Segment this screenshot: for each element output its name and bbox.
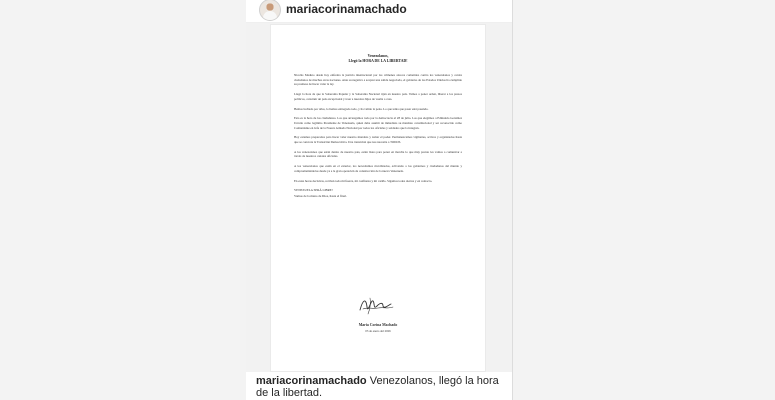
letter-salutation: Venezolanos, xyxy=(367,54,389,58)
post-username[interactable]: mariacorinamachado xyxy=(286,2,407,16)
post-card-border xyxy=(512,0,513,400)
letter-title: Llegó la HORA DE LA LIBERTAD! xyxy=(348,59,408,63)
letter-paragraph: Llegó la hora de que la Soberanía Popular y la Soberanía Nacional rijan en nuestro país. Vamos a poner orden, liberar a los presos políticos, construir un país excepcional y traer a nuestros hijos de vuelta a casa. xyxy=(294,92,462,101)
letter-paragraph: Esta es la hora de los ciudadanos. Los que arriesgamos todo por la democracia el 28 de julio. Los que elegimos a Edmundo González Urrutia como legítimo Presidente de Venezuela, quien debe asumir de inmediato su mandato constitucional y ser reconocido como Comandante en Jefe de la Fuerza Armada Nacional por todos los oficiales y soldados que la integran. xyxy=(294,116,462,130)
letter-closing-line-2: Vamos de la mano de Dios, hasta el final. xyxy=(294,194,347,199)
post-media[interactable] xyxy=(246,22,512,374)
letter-paragraph: En estas horas decisivas, reciban toda mi fuerza, mi confianza y mi cariño. Sigamos todos alertas y en contacto. xyxy=(294,178,433,183)
letter-image xyxy=(271,25,485,371)
post-caption xyxy=(256,375,506,399)
letter-signer-name: María Corina Machado xyxy=(358,323,398,327)
letter-paragraph: Nicolás Maduro desde hoy enfrenta la justicia internacional por los crímenes atroces cometidos contra los venezolanos y contra ciudadanos de muchas otras naciones. Ante su negativa a aceptar una salida negociada, el gobierno de los Estados Unidos ha cumplido su promesa de hacer valer la ley. xyxy=(294,73,462,87)
caption-text: Venezolanos, llegó la hora de la libertad. xyxy=(256,375,499,399)
letter-paragraph: Hemos luchado por años, lo hemos entregado todo, y ha valido la pena. Lo que tenía que pasar está pasando. xyxy=(294,106,429,111)
letter-text xyxy=(294,54,462,199)
letter-date: 03 de enero del 2026 xyxy=(365,329,391,333)
caption-area xyxy=(246,372,512,400)
instagram-post-card xyxy=(246,0,512,400)
letter-paragraph: Hoy estamos preparados para hacer valer nuestro mandato y tomar el poder. Permanezcamos vigilantes, activos y organizados hasta que se concrete la Transición Democrática. Una transición que nos necesita a TODOS. xyxy=(294,135,462,145)
profile-avatar[interactable] xyxy=(259,0,281,21)
signature-image xyxy=(356,294,396,316)
caption-username[interactable]: mariacorinamachado xyxy=(256,375,367,387)
letter-closing-line-1: VENEZUELA SERÁ LIBRE! xyxy=(294,188,333,193)
letter-paragraph: A los venezolanos que están en el exterior, los necesitamos movilizados, activando a los gobiernos y ciudadanos del mundo y comprometiéndolos desde ya a la gran operación de construcción de la nueva Venezuela. xyxy=(294,164,462,173)
post-header xyxy=(246,0,512,22)
letter-paragraph: A los venezolanos que están dentro de nuestro país, estén listos para poner en marcha lo que muy pronto les vamos a comunicar a través de nuestros canales oficiales. xyxy=(294,149,462,159)
